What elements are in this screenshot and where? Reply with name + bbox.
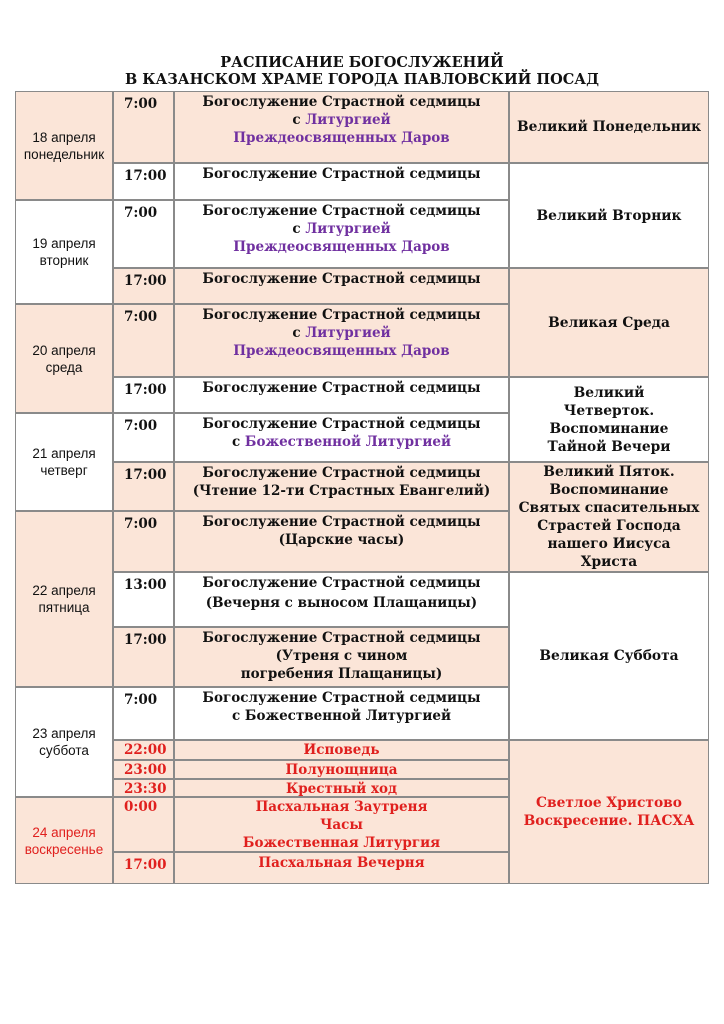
date-cell-22 xyxy=(15,511,113,687)
service-cell: Крестный ход xyxy=(174,779,509,797)
service-cell: Богослужение Страстной седмицы xyxy=(174,163,509,200)
date-cell-18 xyxy=(15,91,113,200)
date-cell-20 xyxy=(15,304,113,413)
time-cell: 0:00 xyxy=(113,797,174,852)
time-cell: 7:00 xyxy=(113,413,174,462)
service-cell: Богослужение Страстной седмицы xyxy=(174,268,509,304)
service-cell: Богослужение Страстной седмицы с Литургией Преждеосвященных Даров xyxy=(174,304,509,377)
date-label: 20 апреля xyxy=(32,342,96,358)
service-cell: Пасхальная Заутреня Часы Божественная Литургия xyxy=(174,797,509,852)
schedule-title-line1: РАСПИСАНИЕ БОГОСЛУЖЕНИЙ xyxy=(220,54,504,71)
weekday-label: воскресенье xyxy=(24,841,104,857)
date-label: 21 апреля xyxy=(32,446,96,461)
date-cell-19 xyxy=(15,200,113,304)
weekday-label: четверг xyxy=(40,463,88,478)
day-name-cell: Великая Среда xyxy=(509,268,709,377)
time-cell: 17:00 xyxy=(113,268,174,304)
time-cell: 17:00 xyxy=(113,163,174,200)
date-cell-21 xyxy=(15,413,113,511)
service-cell: Богослужение Страстной седмицы с Литургией Преждеосвященных Даров xyxy=(174,200,509,268)
service-cell: Пасхальная Вечерня xyxy=(174,852,509,884)
service-cell: Богослужение Страстной седмицы (Чтение 12-ти Страстных Евангелий) xyxy=(174,462,509,511)
time-cell: 23:30 xyxy=(113,779,174,797)
service-cell: Богослужение Страстной седмицы (Утреня с чином погребения Плащаницы) xyxy=(174,627,509,687)
day-name-cell: Великая Суббота xyxy=(509,572,709,740)
date-cell-23 xyxy=(15,687,113,797)
date-label: 19 апреля xyxy=(32,236,96,251)
time-cell: 7:00 xyxy=(113,200,174,268)
service-cell: Богослужение Страстной седмицы с Божественной Литургией xyxy=(174,687,509,740)
day-name-cell: Великий Четверток. Воспоминание Тайной Вечери xyxy=(509,377,709,462)
service-cell: Богослужение Страстной седмицы (Царские часы) xyxy=(174,511,509,572)
date-label: 18 апреля xyxy=(32,129,96,145)
time-cell: 22:00 xyxy=(113,740,174,760)
time-cell: 7:00 xyxy=(113,687,174,740)
weekday-label: суббота xyxy=(39,743,89,758)
service-cell: Исповедь xyxy=(174,740,509,760)
weekday-label: понедельник xyxy=(23,146,105,162)
time-cell: 13:00 xyxy=(113,572,174,627)
time-cell: 7:00 xyxy=(113,91,174,163)
service-cell: Полунощница xyxy=(174,760,509,779)
time-cell: 23:00 xyxy=(113,760,174,779)
service-cell: Богослужение Страстной седмицы xyxy=(174,377,509,413)
service-cell: Богослужение Страстной седмицы с Божественной Литургией xyxy=(174,413,509,462)
time-cell: 7:00 xyxy=(113,304,174,377)
weekday-label: среда xyxy=(45,359,83,375)
service-cell: Богослужение Страстной седмицы с Литургией Преждеосвященных Даров xyxy=(174,91,509,163)
date-label: 24 апреля xyxy=(32,824,96,840)
time-cell: 7:00 xyxy=(113,511,174,572)
schedule-title-line2: В КАЗАНСКОМ ХРАМЕ ГОРОДА ПАВЛОВСКИЙ ПОСАД xyxy=(125,71,599,88)
weekday-label: пятница xyxy=(38,600,90,615)
time-cell: 17:00 xyxy=(113,852,174,884)
day-name-cell: Светлое Христово Воскресение. ПАСХА xyxy=(509,740,709,884)
day-name-cell: Великий Пяток. Воспоминание Святых спасительных Страстей Господа нашего Иисуса Христа xyxy=(509,462,709,572)
weekday-label: вторник xyxy=(39,253,89,268)
date-cell-24 xyxy=(15,797,113,884)
service-cell: Богослужение Страстной седмицы (Вечерня с выносом Плащаницы) xyxy=(174,572,509,627)
date-label: 22 апреля xyxy=(32,583,96,598)
time-cell: 17:00 xyxy=(113,627,174,687)
date-label: 23 апреля xyxy=(32,726,96,741)
day-name-cell: Великий Понедельник xyxy=(509,91,709,163)
time-cell: 17:00 xyxy=(113,377,174,413)
time-cell: 17:00 xyxy=(113,462,174,511)
day-name-cell: Великий Вторник xyxy=(509,163,709,268)
